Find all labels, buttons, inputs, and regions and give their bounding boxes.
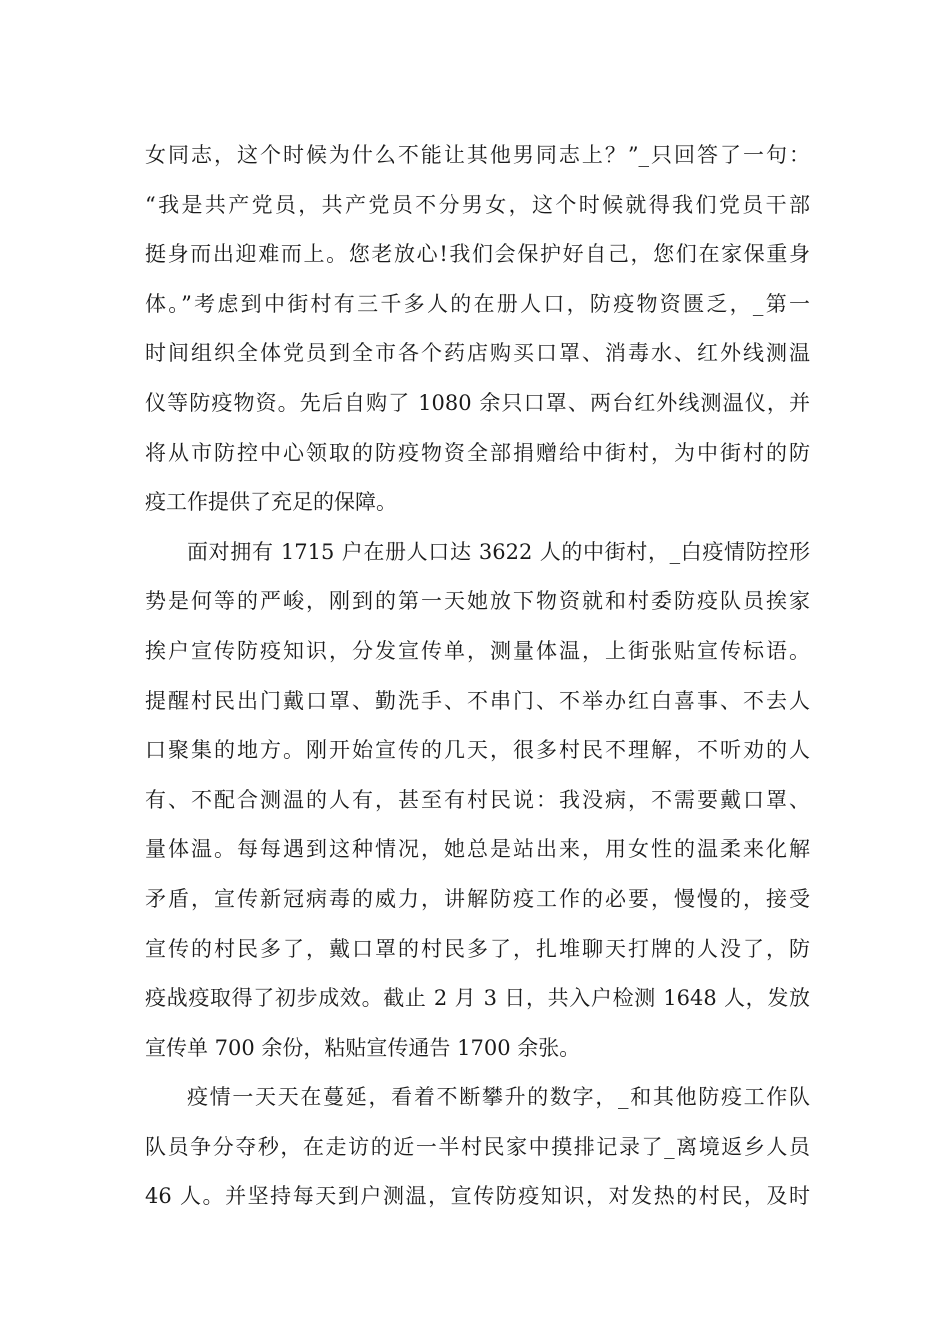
paragraph-line: “我是共产党员，共产党员不分男女，这个时候就得我们党员干部 xyxy=(145,192,810,217)
paragraph-line: 量体温。每每遇到这种情况，她总是站出来，用女性的温柔来化解 xyxy=(145,837,810,862)
paragraph-line: 体。”考虑到中街村有三千多人的在册人口，防疫物资匮乏，_第一 xyxy=(145,291,810,316)
paragraph-line: 46 人。并坚持每天到户测温，宣传防疫知识，对发热的村民，及时 xyxy=(145,1184,810,1209)
paragraph-line: 疫战疫取得了初步成效。截止 2 月 3 日，共入户检测 1648 人，发放 xyxy=(145,986,810,1011)
paragraph-line: 口聚集的地方。刚开始宣传的几天，很多村民不理解，不听劝的人 xyxy=(145,738,810,763)
paragraph-line: 挨户宣传防疫知识，分发宣传单，测量体温，上街张贴宣传标语。 xyxy=(145,638,810,663)
paragraph-line: 有、不配合测温的人有，甚至有村民说：我没病，不需要戴口罩、 xyxy=(145,787,810,812)
paragraph-line: 将从市防控中心领取的防疫物资全部捐赠给中街村，为中街村的防 xyxy=(145,440,810,465)
paragraph-line: 宣传单 700 余份，粘贴宣传通告 1700 余张。 xyxy=(145,1035,581,1060)
paragraph-line: 提醒村民出门戴口罩、勤洗手、不串门、不举办红白喜事、不去人 xyxy=(145,688,810,713)
paragraph-line: 女同志，这个时候为什么不能让其他男同志上？”_只回答了一句： xyxy=(145,143,810,167)
paragraph-line: 仪等防疫物资。先后自购了 1080 余只口罩、两台红外线测温仪，并 xyxy=(145,390,810,415)
paragraph-line: 势是何等的严峻，刚到的第一天她放下物资就和村委防疫队员挨家 xyxy=(145,589,810,614)
paragraph-line: 矛盾，宣传新冠病毒的威力，讲解防疫工作的必要，慢慢的，接受 xyxy=(145,886,810,911)
paragraph-line: 挺身而出迎难而上。您老放心!我们会保护好自己，您们在家保重身 xyxy=(145,242,810,267)
paragraph-line: 疫工作提供了充足的保障。 xyxy=(145,490,397,515)
document-body xyxy=(145,131,810,1222)
paragraph-line: 时间组织全体党员到全市各个药店购买口罩、消毒水、红外线测温 xyxy=(145,341,810,366)
paragraph-line: 面对拥有 1715 户在册人口达 3622 人的中街村，_白疫情防控形 xyxy=(187,539,810,564)
paragraph-line: 宣传的村民多了，戴口罩的村民多了，扎堆聊天打牌的人没了，防 xyxy=(145,936,810,961)
paragraph-line: 疫情一天天在蔓延，看着不断攀升的数字，_和其他防疫工作队 xyxy=(187,1085,810,1110)
paragraph-line: 队员争分夺秒，在走访的近一半村民家中摸排记录了_离境返乡人员 xyxy=(145,1134,810,1159)
